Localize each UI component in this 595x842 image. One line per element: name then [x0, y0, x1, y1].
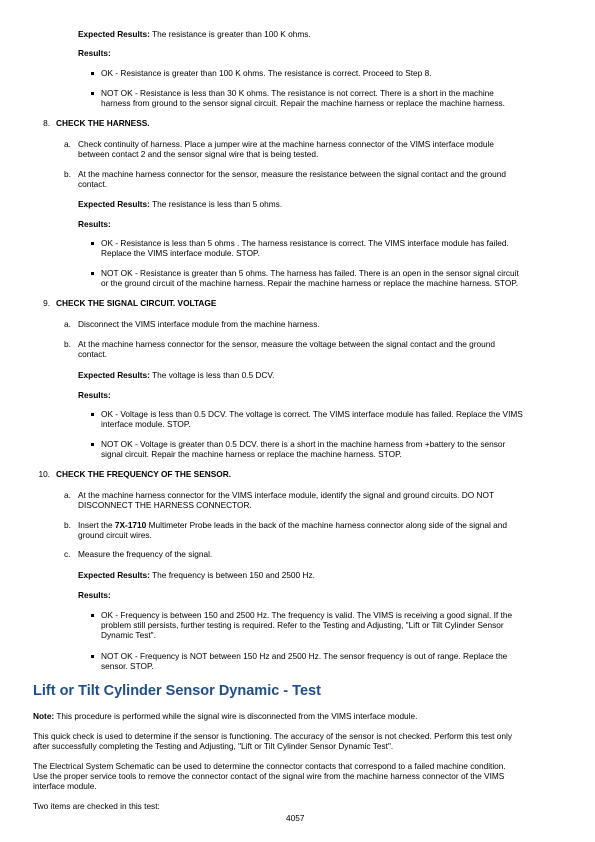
substep-text: At the machine harness connector for the sensor, measure the resistance between the signal contact and the ground	[78, 169, 507, 179]
result-ok-cont: Replace the VIMS interface module. STOP.	[101, 248, 260, 258]
expected-results: Expected Results: The resistance is less than 5 ohms.	[78, 199, 283, 209]
paragraph: The Electrical System Schematic can be used to determine the connector contacts that correspond to a failed machine condition.	[33, 761, 506, 771]
expected-results: Expected Results: The frequency is between 150 and 2500 Hz.	[78, 570, 315, 580]
step-number: 9.	[43, 298, 50, 308]
result-not-ok-cont: harness from ground to the sensor signal circuit. Repair the machine harness or replace the machine harness.	[101, 98, 505, 108]
bullet-icon	[91, 614, 94, 617]
expected-results: Expected Results: The voltage is less than 0.5 DCV.	[78, 370, 275, 380]
substep-letter: a.	[64, 490, 71, 500]
substep-letter: a.	[64, 319, 71, 329]
result-ok-cont: interface module. STOP.	[101, 419, 191, 429]
bullet-icon	[91, 272, 94, 275]
step-title: CHECK THE SIGNAL CIRCUIT. VOLTAGE	[56, 298, 217, 308]
result-not-ok-cont: sensor. STOP.	[101, 661, 154, 671]
result-not-ok-cont: or the ground circuit of the machine harness. Repair the machine harness or replace the machine harness. STOP.	[101, 278, 519, 288]
bullet-icon	[91, 443, 94, 446]
section-heading: Lift or Tilt Cylinder Sensor Dynamic - Test	[33, 683, 321, 699]
substep-text: Insert the 7X-1710 Multimeter Probe leads in the back of the machine harness connector along side of the signal and	[78, 520, 507, 530]
bullet-icon	[91, 242, 94, 245]
page-number: 4057	[286, 813, 305, 823]
results-label: Results:	[78, 219, 111, 229]
result-not-ok: NOT OK - Resistance is less than 30 K ohms. The resistance is not correct. There is a short in the machine	[101, 88, 494, 98]
result-ok-cont: Dynamic Test".	[101, 630, 156, 640]
bullet-icon	[91, 655, 94, 658]
paragraph: Two items are checked in this test:	[33, 801, 160, 811]
paragraph: after successfully completing the Testing and Adjusting, "Lift or Tilt Cylinder Sensor Dynamic Test".	[33, 741, 394, 751]
bullet-icon	[91, 413, 94, 416]
note: Note: This procedure is performed while the signal wire is disconnected from the VIMS interface module.	[33, 711, 418, 721]
result-not-ok-cont: signal circuit. Repair the machine harness or replace the machine harness. STOP.	[101, 449, 402, 459]
result-ok-cont: problem still persists, further testing is required. Refer to the Testing and Adjusting, "Lift or Tilt Cylinder Sensor	[101, 620, 504, 630]
paragraph: interface module.	[33, 781, 97, 791]
bullet-icon	[91, 92, 94, 95]
bullet-icon	[91, 72, 94, 75]
result-not-ok: NOT OK - Frequency is NOT between 150 Hz and 2500 Hz. The sensor frequency is out of range. Replace the	[101, 651, 508, 661]
substep-text: ground circuit wires.	[78, 530, 152, 540]
substep-text: contact.	[78, 179, 108, 189]
substep-text: DISCONNECT THE HARNESS CONNECTOR.	[78, 500, 252, 510]
results-label: Results:	[78, 390, 111, 400]
result-ok: OK - Resistance is less than 5 ohms . The harness resistance is correct. The VIMS interface module has failed.	[101, 238, 509, 248]
substep-text: Check continuity of harness. Place a jumper wire at the machine harness connector of the VIMS interface module	[78, 139, 494, 149]
substep-text: Disconnect the VIMS interface module from the machine harness.	[78, 319, 320, 329]
step-number: 8.	[43, 118, 50, 128]
step-number: 10.	[38, 469, 50, 479]
substep-text: contact.	[78, 349, 108, 359]
substep-letter: b.	[64, 339, 71, 349]
result-not-ok: NOT OK - Voltage is greater than 0.5 DCV. there is a short in the machine harness from +battery to the sensor	[101, 439, 506, 449]
substep-text: between contact 2 and the sensor signal wire that is being tested.	[78, 149, 319, 159]
substep-letter: b.	[64, 169, 71, 179]
substep-text: Measure the frequency of the signal.	[78, 549, 213, 559]
paragraph: This quick check is used to determine if the sensor is functioning. The accuracy of the sensor is not checked. Perform this test only	[33, 731, 512, 741]
substep-letter: a.	[64, 139, 71, 149]
substep-text: At the machine harness connector for the sensor, measure the voltage between the signal contact and the ground	[78, 339, 495, 349]
results-label: Results:	[78, 48, 111, 58]
result-ok: OK - Voltage is less than 0.5 DCV. The voltage is correct. The VIMS interface module has failed. Replace the VIMS	[101, 409, 523, 419]
step-title: CHECK THE FREQUENCY OF THE SENSOR.	[56, 469, 232, 479]
substep-letter: b.	[64, 520, 71, 530]
result-not-ok: NOT OK - Resistance is greater than 5 ohms. The harness has failed. There is an open in the sensor signal circuit	[101, 268, 519, 278]
result-ok: OK - Resistance is greater than 100 K ohms. The resistance is correct. Proceed to Step 8.	[101, 68, 432, 78]
result-ok: OK - Frequency is between 150 and 2500 Hz. The frequency is valid. The VIMS is receiving a good signal. If the	[101, 610, 513, 620]
part-number: 7X-1710	[114, 520, 147, 530]
substep-text: At the machine harness connector for the VIMS interface module, identify the signal and ground circuits. DO NOT	[78, 490, 494, 500]
paragraph: Use the proper service tools to remove the connector contact of the signal wire from the machine harness connector of the VIMS	[33, 771, 505, 781]
step-title: CHECK THE HARNESS.	[56, 118, 150, 128]
expected-results: Expected Results: The resistance is greater than 100 K ohms.	[78, 29, 311, 39]
results-label: Results:	[78, 590, 111, 600]
substep-letter: c.	[64, 549, 71, 559]
